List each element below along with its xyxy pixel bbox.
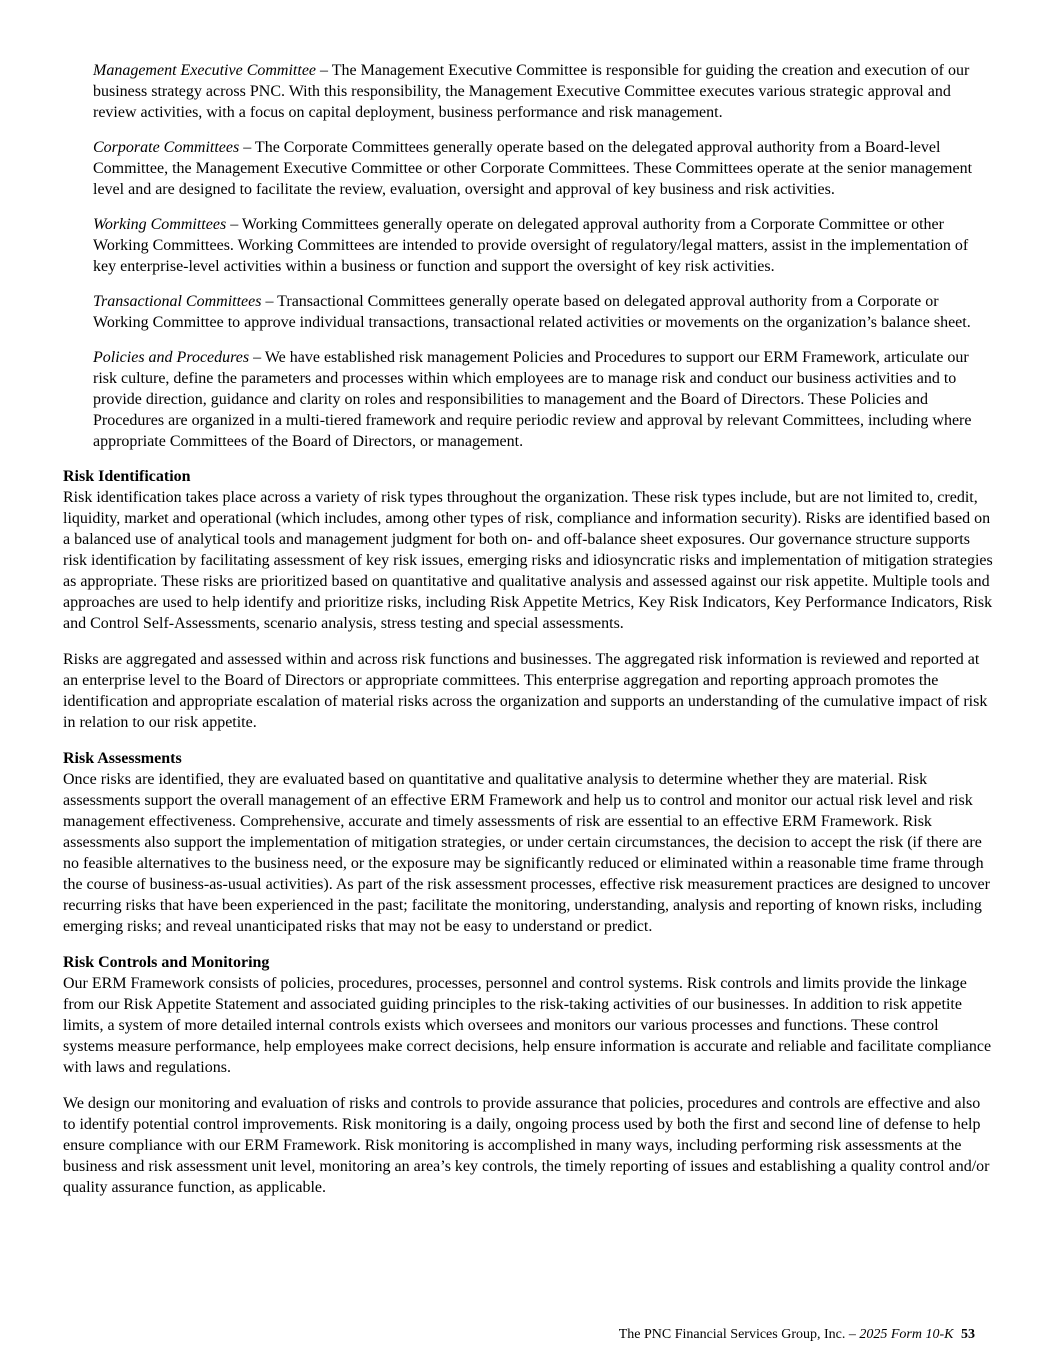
footer-page-number: 53: [961, 1327, 975, 1342]
section-risk-controls-and-monitoring: [63, 952, 993, 1198]
footer-form-reference: 2025 Form 10-K: [859, 1327, 954, 1342]
paragraph-risk-controls-2: We design our monitoring and evaluation of risks and controls to provide assurance that policies, procedures and controls are effective and also to identify potential control improvements. Risk monitoring is a daily, ongoing process used by both the first and second line of defense to help ensure compliance with our ERM Framework. Risk monitoring is accomplished in many ways, including performing risk assessments at the business and risk assessment unit level, monitoring an area’s key controls, the timely reporting of issues and establishing a quality control and/or quality assurance function, as applicable.: [63, 1095, 990, 1196]
paragraph-lead: Corporate Committees: [93, 139, 240, 156]
section-risk-identification: [63, 466, 993, 733]
footer-company: The PNC Financial Services Group, Inc. –: [618, 1327, 856, 1342]
paragraph-risk-identification-1: Risk identification takes place across a variety of risk types throughout the organization. These risk types include, but are not limited to, credit, liquidity, market and operational (which includes, among other types of risk, compliance and information security). Risks are identified based on a balanced use of analytical tools and management judgment for both on- and off-balance sheet exposures. Our governance structure supports risk identification by facilitating assessment of key risk issues, emerging risks and idiosyncratic risks and implementation of mitigation strategies as appropriate. These risks are prioritized based on quantitative and qualitative analysis and assessed against our risk appetite. Multiple tools and approaches are used to help identify and prioritize risks, including Risk Appetite Metrics, Key Risk Indicators, Key Performance Indicators, Risk and Control Self-Assessments, scenario analysis, stress testing and special assessments.: [63, 489, 993, 632]
section-heading-risk-controls-and-monitoring: Risk Controls and Monitoring: [63, 954, 270, 971]
paragraph-body: – Transactional Committees generally operate based on delegated approval authority from a Corporate or Working Committee to approve individual transactions, transactional related activities or movements on the organization’s balance sheet.: [93, 293, 971, 331]
paragraph-risk-controls-1: Our ERM Framework consists of policies, procedures, processes, personnel and control systems. Risk controls and limits provide the linkage from our Risk Appetite Statement and associated guiding principles to the risk-taking activities of our businesses. In addition to risk appetite limits, a system of more detailed internal controls exists which oversees and monitors our various processes and functions. These control systems measure performance, help employees make correct decisions, help ensure information is accurate and reliable and facilitate compliance with laws and regulations.: [63, 975, 992, 1076]
paragraph-policies-and-procedures: [93, 347, 993, 452]
page-content: [63, 60, 993, 1213]
section-heading-risk-assessments: Risk Assessments: [63, 750, 182, 767]
paragraph-lead: Management Executive Committee: [93, 62, 317, 79]
paragraph-lead: Transactional Committees: [93, 293, 262, 310]
paragraph-risk-identification-2: Risks are aggregated and assessed within and across risk functions and businesses. The aggregated risk information is reviewed and reported at an enterprise level to the Board of Directors or appropriate committees. This enterprise aggregation and reporting approach promotes the identification and appropriate escalation of material risks across the organization and supports an understanding of the cumulative impact of risk in relation to our risk appetite.: [63, 651, 988, 731]
paragraph-lead: Working Committees: [93, 216, 227, 233]
paragraph-body: – Working Committees generally operate on delegated approval authority from a Corporate Committee or other Working Committees. Working Committees are intended to provide oversight of regulatory/legal matters, assist in the implementation of key enterprise-level activities within a business or function and support the oversight of key risk activities.: [93, 216, 969, 275]
section-heading-risk-identification: Risk Identification: [63, 468, 191, 485]
paragraph-body: – We have established risk management Policies and Procedures to support our ERM Framework, articulate our risk culture, define the parameters and processes within which employees are to manage risk and conduct our business activities and to provide direction, guidance and clarity on roles and responsibilities to management and the Board of Directors. These Policies and Procedures are organized in a multi-tiered framework and require periodic review and approval by relevant Committees, including where appropriate Committees of the Board of Directors, or management.: [93, 349, 972, 450]
paragraph-risk-assessments-1: Once risks are identified, they are evaluated based on quantitative and qualitative analysis to determine whether they are material. Risk assessments support the overall management of an effective ERM Framework and help us to control and monitor our actual risk level and risk management effectiveness. Comprehensive, accurate and timely assessments of risk are essential to an effective ERM Framework. Risk assessments also support the implementation of mitigation strategies, or under certain circumstances, the decision to accept the risk (if there are no feasible alternatives to the business need, or the exposure may be significantly reduced or eliminated within a reasonable time frame through the course of business-as-usual activities). As part of the risk assessment processes, effective risk measurement practices are designed to uncover recurring risks that have been experienced in the past; facilitate the monitoring, understanding, analysis and reporting of known risks, including emerging risks; and reveal unanticipated risks that may not be easy to understand or predict.: [63, 771, 990, 935]
paragraph-corporate-committees: [93, 137, 993, 200]
paragraph-working-committees: [93, 214, 993, 277]
paragraph-body: – The Corporate Committees generally operate based on the delegated approval authority from a Board-level Committee, the Management Executive Committee or other Corporate Committees. These Committees operate at the senior management level and are designed to facilitate the review, evaluation, oversight and approval of key business and risk activities.: [93, 139, 973, 198]
paragraph-transactional-committees: [93, 291, 993, 333]
section-risk-assessments: [63, 748, 993, 937]
paragraph-body: – The Management Executive Committee is responsible for guiding the creation and execution of our business strategy across PNC. With this responsibility, the Management Executive Committee executes various strategic approval and review activities, with a focus on capital deployment, business performance and risk management.: [93, 62, 970, 121]
paragraph-lead: Policies and Procedures: [93, 349, 250, 366]
paragraph-management-executive-committee: [93, 60, 993, 123]
page-footer: [619, 1326, 975, 1343]
